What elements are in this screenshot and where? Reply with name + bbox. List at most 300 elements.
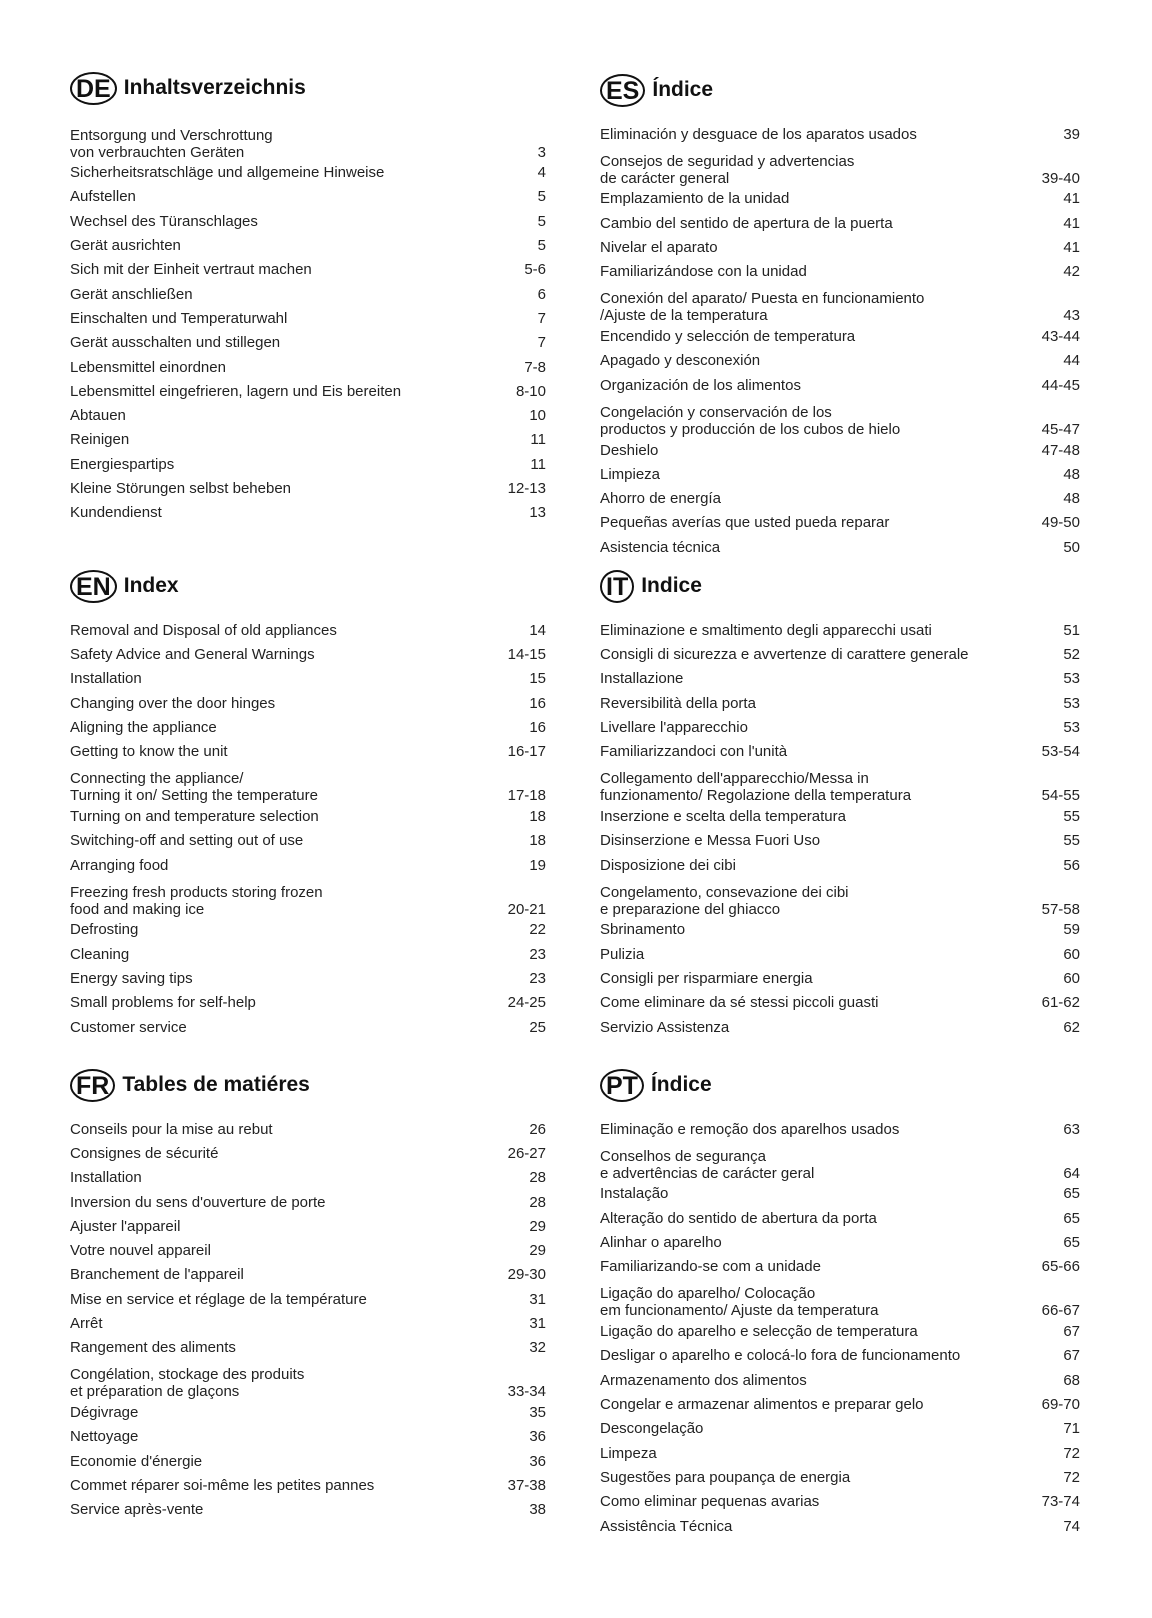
toc-entry-title: Mise en service et réglage de la température <box>70 1290 367 1308</box>
toc-entry-title: Customer service <box>70 1018 187 1036</box>
toc-entry-title: Familiarizándose con la unidad <box>600 263 807 281</box>
toc-entry-title: Reversibilità della porta <box>600 694 756 712</box>
toc-entry-title: Ahorro de energía <box>600 490 721 508</box>
toc-entry-page: 14-15 <box>507 645 546 663</box>
toc-entry-title: Asistencia técnica <box>600 538 721 556</box>
toc-section-es <box>600 72 1080 559</box>
toc-entry-title: Consigli per risparmiare energia <box>600 969 813 987</box>
toc-entry <box>600 511 1080 535</box>
toc-entries <box>600 618 1080 1039</box>
toc-entry <box>600 1441 1080 1465</box>
toc-entry-title: Ajuster l'appareil <box>70 1217 181 1235</box>
toc-entry-page: 60 <box>1063 945 1080 963</box>
toc-entry-page: 68 <box>1063 1371 1080 1389</box>
section-title: Inhaltsverzeichnis <box>123 76 306 99</box>
toc-entry-page: 22 <box>529 921 546 939</box>
toc-entry <box>70 282 546 306</box>
section-heading <box>600 1067 1080 1103</box>
toc-entry <box>70 452 546 476</box>
toc-entries <box>70 120 546 525</box>
toc-entry <box>70 331 546 355</box>
toc-entry-title: Como eliminar pequenas avarias <box>600 1493 820 1511</box>
toc-entry-title: Familiarizzandoci con l'unità <box>600 743 788 761</box>
toc-entry-page: 41 <box>1063 214 1080 232</box>
toc-entry-page: 57-58 <box>1041 900 1080 918</box>
toc-entry <box>600 187 1080 211</box>
toc-entry <box>600 1465 1080 1489</box>
toc-entry-title: Congelamento, consevazione dei cibi e preparazione del ghiacco <box>600 883 849 918</box>
toc-entry-page: 28 <box>529 1193 546 1211</box>
toc-entry-page: 5 <box>537 212 546 230</box>
toc-entry-page: 56 <box>1063 856 1080 874</box>
toc-entry-page: 61-62 <box>1041 994 1080 1012</box>
toc-entry-page: 33-34 <box>507 1383 546 1401</box>
toc-entry-title: Conexión del aparato/ Puesta en funcionamiento /Ajuste de la temperatura <box>600 290 925 325</box>
toc-entry-page: 53-54 <box>1041 743 1080 761</box>
toc-entry-page: 11 <box>530 455 546 473</box>
toc-entries <box>600 122 1080 559</box>
toc-entry-page: 36 <box>529 1428 546 1446</box>
toc-entry <box>70 209 546 233</box>
toc-entry-page: 48 <box>1063 465 1080 483</box>
toc-entry-page: 72 <box>1063 1444 1080 1462</box>
toc-entry <box>600 1141 1080 1182</box>
toc-entry <box>70 379 546 403</box>
toc-entry-title: Ligação do aparelho e selecção de temperatura <box>600 1323 918 1341</box>
toc-entry-title: Nivelar el aparato <box>600 239 718 257</box>
toc-entry <box>600 667 1080 691</box>
toc-entry-page: 12-13 <box>507 480 546 497</box>
section-title: Tables de matiéres <box>122 1073 310 1096</box>
toc-entry <box>70 1190 546 1214</box>
section-heading <box>600 568 1080 604</box>
toc-entry-title: Conseils pour la mise au rebut <box>70 1120 273 1138</box>
toc-entry <box>70 120 546 161</box>
toc-entry-title: Sugestões para poupança de energia <box>600 1468 851 1486</box>
toc-entry-title: Installazione <box>600 670 684 688</box>
toc-entry-page: 43-44 <box>1041 328 1080 346</box>
toc-entry-title: Limpieza <box>600 465 661 483</box>
toc-entry-page: 11 <box>530 431 546 449</box>
toc-entry <box>600 349 1080 373</box>
toc-entry <box>600 1255 1080 1279</box>
toc-entry-page: 72 <box>1063 1468 1080 1486</box>
toc-entry <box>70 1117 546 1141</box>
toc-entry-page: 24-25 <box>507 994 546 1012</box>
toc-entry <box>600 1392 1080 1416</box>
toc-entry-page: 55 <box>1063 807 1080 825</box>
toc-entry-title: Changing over the door hinges <box>70 694 276 712</box>
toc-entry <box>600 211 1080 235</box>
toc-entry <box>70 1400 546 1424</box>
section-heading <box>70 1067 546 1103</box>
toc-entry <box>70 966 546 990</box>
toc-entry <box>600 1015 1080 1039</box>
toc-entry <box>70 1141 546 1165</box>
toc-entry <box>70 691 546 715</box>
toc-entry-title: Branchement de l'appareil <box>70 1266 244 1284</box>
language-badge: IT <box>600 570 634 603</box>
toc-entry <box>70 618 546 642</box>
toc-entry <box>70 877 546 918</box>
toc-entry <box>70 501 546 525</box>
toc-entry-page: 17-18 <box>507 787 546 805</box>
toc-entry <box>600 991 1080 1015</box>
toc-entry <box>600 324 1080 348</box>
toc-entry-title: Cambio del sentido de apertura de la puerta <box>600 214 893 232</box>
toc-entry-title: Arrêt <box>70 1315 103 1333</box>
toc-entry-page: 55 <box>1063 832 1080 850</box>
toc-entry-page: 54-55 <box>1041 787 1080 805</box>
toc-entry-title: Safety Advice and General Warnings <box>70 645 315 663</box>
toc-entry <box>600 438 1080 462</box>
toc-entry-page: 64 <box>1063 1164 1080 1182</box>
toc-entry-page: 6 <box>537 285 546 303</box>
toc-entry-title: Sich mit der Einheit vertraut machen <box>70 261 312 279</box>
toc-entry-title: Energiespartips <box>70 455 175 473</box>
toc-entry-page: 74 <box>1063 1517 1080 1535</box>
toc-entry-title: Installation <box>70 670 142 688</box>
toc-entry-title: Freezing fresh products storing frozen food and making ice <box>70 883 323 918</box>
toc-entry-page: 5-6 <box>524 261 546 279</box>
toc-entry <box>600 739 1080 763</box>
toc-entry-page: 20-21 <box>507 900 546 918</box>
toc-entry-title: Congélation, stockage des produits et préparation de glaçons <box>70 1366 305 1401</box>
toc-entry-page: 71 <box>1063 1420 1080 1438</box>
toc-entry-title: Armazenamento dos alimentos <box>600 1371 807 1389</box>
toc-entry <box>70 1498 546 1522</box>
toc-entry-title: Reinigen <box>70 431 130 449</box>
toc-entry-title: Familiarizando-se com a unidade <box>600 1258 821 1276</box>
toc-entry <box>600 804 1080 828</box>
toc-entry <box>70 715 546 739</box>
toc-entry <box>70 1015 546 1039</box>
toc-entry <box>600 535 1080 559</box>
toc-entry <box>600 1319 1080 1343</box>
toc-entry <box>600 1368 1080 1392</box>
toc-entry <box>70 1287 546 1311</box>
toc-entry <box>600 691 1080 715</box>
toc-entry <box>600 284 1080 325</box>
toc-entry-title: Pequeñas averías que usted pueda reparar <box>600 514 890 532</box>
toc-entry-title: Service après-vente <box>70 1501 204 1519</box>
toc-entry <box>70 991 546 1015</box>
toc-entry-page: 44 <box>1063 352 1080 370</box>
toc-entry-title: Sicherheitsratschläge und allgemeine Hinweise <box>70 164 385 182</box>
toc-entry-title: Disinserzione e Messa Fuori Uso <box>600 832 821 850</box>
language-badge: FR <box>70 1069 115 1102</box>
toc-entry-title: Ligação do aparelho/ Colocação em funcionamento/ Ajuste da temperatura <box>600 1285 879 1320</box>
toc-entry-title: Collegamento dell'apparecchio/Messa in funzionamento/ Regolazione della temperatura <box>600 770 912 805</box>
toc-entry-page: 29 <box>529 1242 546 1260</box>
toc-entry-page: 60 <box>1063 969 1080 987</box>
toc-entry-title: Lebensmittel einordnen <box>70 358 226 376</box>
toc-entry <box>70 918 546 942</box>
toc-entry-title: Livellare l'apparecchio <box>600 718 748 736</box>
toc-entry <box>600 715 1080 739</box>
toc-entry <box>70 667 546 691</box>
section-heading <box>600 72 1080 108</box>
toc-entry <box>70 1214 546 1238</box>
toc-entry <box>600 1514 1080 1538</box>
toc-entry-page: 37-38 <box>507 1477 546 1494</box>
toc-entry-page: 51 <box>1063 621 1080 639</box>
toc-entry-page: 10 <box>529 407 546 425</box>
language-badge: PT <box>600 1069 644 1102</box>
toc-entry-title: Congelación y conservación de los productos y producción de los cubos de hielo <box>600 403 901 438</box>
toc-entry-title: Installation <box>70 1169 142 1187</box>
toc-entry-title: Congelar e armazenar alimentos e preparar gelo <box>600 1396 924 1414</box>
toc-entry-title: Organización de los alimentos <box>600 376 801 394</box>
toc-entry-title: Descongelação <box>600 1420 704 1438</box>
toc-entry-title: Small problems for self-help <box>70 994 256 1012</box>
toc-entry-title: Cleaning <box>70 945 130 963</box>
toc-entry-page: 59 <box>1063 921 1080 939</box>
toc-entry-title: Kleine Störungen selbst beheben <box>70 480 292 497</box>
toc-entry-page: 7-8 <box>524 358 546 376</box>
toc-entry-page: 5 <box>537 188 546 206</box>
toc-entry <box>600 877 1080 918</box>
toc-entry-title: Alinhar o aparelho <box>600 1234 722 1252</box>
toc-entry-title: Turning on and temperature selection <box>70 807 319 825</box>
toc-entry-page: 23 <box>529 945 546 963</box>
toc-entry-title: Getting to know the unit <box>70 743 228 761</box>
toc-entry <box>600 1117 1080 1141</box>
toc-entry-page: 16-17 <box>507 743 546 761</box>
toc-entry-page: 8-10 <box>515 382 546 400</box>
toc-entry <box>70 829 546 853</box>
toc-entry-page: 7 <box>537 309 546 327</box>
toc-entry-title: Disposizione dei cibi <box>600 856 736 874</box>
toc-entry <box>600 1490 1080 1514</box>
toc-entry-title: Consignes de sécurité <box>70 1144 219 1162</box>
toc-entry <box>70 1473 546 1497</box>
toc-entry-page: 39-40 <box>1041 169 1080 187</box>
toc-entry-page: 26-27 <box>507 1144 546 1162</box>
toc-entry <box>70 1166 546 1190</box>
toc-entry-title: Encendido y selección de temperatura <box>600 328 856 346</box>
toc-entry-title: Rangement des aliments <box>70 1339 236 1357</box>
toc-section-pt <box>600 1067 1080 1538</box>
toc-entry <box>600 1182 1080 1206</box>
toc-entry-page: 67 <box>1063 1347 1080 1365</box>
toc-entry-page: 69-70 <box>1041 1396 1080 1414</box>
toc-entry <box>70 1311 546 1335</box>
toc-entry <box>70 1336 546 1360</box>
toc-entry-title: Eliminación y desguace de los aparatos usados <box>600 125 917 143</box>
toc-entry-page: 41 <box>1063 190 1080 208</box>
toc-entry-page: 50 <box>1063 538 1080 556</box>
toc-entry <box>600 122 1080 146</box>
toc-entry <box>600 260 1080 284</box>
toc-entry-title: Connecting the appliance/ Turning it on/ Setting the temperature <box>70 770 318 805</box>
toc-entry-page: 65 <box>1063 1209 1080 1227</box>
toc-entry <box>70 764 546 805</box>
toc-entry <box>70 1238 546 1262</box>
toc-entry <box>70 642 546 666</box>
toc-entry-page: 47-48 <box>1041 441 1080 459</box>
toc-entry <box>70 403 546 427</box>
toc-entry-title: Eliminazione e smaltimento degli apparecchi usati <box>600 621 932 639</box>
toc-entry <box>70 739 546 763</box>
toc-entry <box>70 233 546 257</box>
toc-entry-page: 62 <box>1063 1018 1080 1036</box>
toc-entry <box>70 476 546 500</box>
toc-entries <box>70 618 546 1039</box>
toc-entry-page: 35 <box>529 1404 546 1422</box>
toc-entry-page: 42 <box>1063 263 1080 281</box>
toc-entry-title: Wechsel des Türanschlages <box>70 212 258 230</box>
toc-entry <box>600 1230 1080 1254</box>
toc-entry <box>600 397 1080 438</box>
toc-entry-page: 5 <box>537 237 546 255</box>
toc-entry-page: 41 <box>1063 239 1080 257</box>
toc-entry-title: Inversion du sens d'ouverture de porte <box>70 1193 326 1211</box>
toc-entry-page: 63 <box>1063 1120 1080 1138</box>
section-title: Index <box>123 574 179 597</box>
toc-entry-page: 18 <box>529 807 546 825</box>
toc-entry-page: 29-30 <box>507 1266 546 1284</box>
language-badge: EN <box>70 570 117 603</box>
toc-entry <box>70 1425 546 1449</box>
toc-entry-title: Aligning the appliance <box>70 718 217 736</box>
toc-entry-title: Apagado y desconexión <box>600 352 761 370</box>
toc-entry-title: Aufstellen <box>70 188 136 206</box>
toc-entry <box>70 161 546 185</box>
toc-entry-page: 3 <box>537 143 546 161</box>
toc-entry-title: Switching-off and setting out of use <box>70 832 304 850</box>
section-heading <box>70 70 546 106</box>
toc-section-fr <box>70 1067 546 1522</box>
toc-section-it <box>600 568 1080 1039</box>
toc-entry-title: Commet réparer soi-même les petites pannes <box>70 1477 375 1494</box>
toc-entry-page: 31 <box>529 1315 546 1333</box>
toc-entry-page: 14 <box>529 621 546 639</box>
toc-entry-title: Desligar o aparelho e colocá-lo fora de funcionamento <box>600 1347 961 1365</box>
toc-entry-page: 23 <box>529 969 546 987</box>
toc-entry <box>70 1360 546 1401</box>
toc-entry-title: Einschalten und Temperaturwahl <box>70 309 288 327</box>
toc-entry-title: Pulizia <box>600 945 645 963</box>
toc-entry-page: 67 <box>1063 1323 1080 1341</box>
toc-entry-title: Alteração do sentido de abertura da porta <box>600 1209 877 1227</box>
toc-entry-title: Deshielo <box>600 441 659 459</box>
toc-entry-title: Instalação <box>600 1185 669 1203</box>
toc-entry-page: 19 <box>529 856 546 874</box>
toc-entry-title: Kundendienst <box>70 504 162 522</box>
section-title: Índice <box>650 1073 712 1096</box>
toc-entry-page: 28 <box>529 1169 546 1187</box>
toc-entry-title: Sbrinamento <box>600 921 686 939</box>
toc-section-en <box>70 568 546 1039</box>
language-badge: ES <box>600 74 645 107</box>
toc-entry-title: Lebensmittel eingefrieren, lagern und Eis bereiten <box>70 382 402 400</box>
toc-entry-page: 49-50 <box>1041 514 1080 532</box>
toc-entry <box>600 1206 1080 1230</box>
toc-entry <box>70 804 546 828</box>
toc-entry-page: 18 <box>529 832 546 850</box>
toc-entry-title: Eliminação e remoção dos aparelhos usados <box>600 1120 900 1138</box>
toc-entry-page: 45-47 <box>1041 420 1080 438</box>
toc-entry <box>600 146 1080 187</box>
toc-entry-title: Defrosting <box>70 921 139 939</box>
toc-entry-page: 32 <box>529 1339 546 1357</box>
toc-entry-title: Consejos de seguridad y advertencias de carácter general <box>600 152 855 187</box>
toc-entry <box>600 642 1080 666</box>
toc-entry <box>600 1344 1080 1368</box>
toc-entry-title: Gerät anschließen <box>70 285 193 303</box>
toc-entry-title: Conselhos de segurança e advertências de carácter geral <box>600 1147 815 1182</box>
toc-entry-title: Nettoyage <box>70 1428 139 1446</box>
toc-entry <box>600 829 1080 853</box>
toc-entry-page: 65 <box>1063 1185 1080 1203</box>
toc-entry <box>600 486 1080 510</box>
toc-entry-page: 48 <box>1063 490 1080 508</box>
toc-entry <box>600 966 1080 990</box>
toc-entry-title: Arranging food <box>70 856 169 874</box>
toc-entry-page: 73-74 <box>1041 1493 1080 1511</box>
toc-entry <box>600 618 1080 642</box>
section-title: Índice <box>652 78 714 101</box>
toc-entry <box>70 355 546 379</box>
toc-entry-page: 16 <box>529 694 546 712</box>
toc-entry-title: Votre nouvel appareil <box>70 1242 211 1260</box>
toc-entry-title: Economie d'énergie <box>70 1452 203 1470</box>
toc-entry-page: 44-45 <box>1041 376 1080 394</box>
toc-entry-page: 53 <box>1063 718 1080 736</box>
toc-entry <box>600 918 1080 942</box>
toc-entry-page: 16 <box>529 718 546 736</box>
toc-entry-page: 26 <box>529 1120 546 1138</box>
language-badge: DE <box>70 72 117 105</box>
toc-entry-page: 15 <box>529 670 546 688</box>
toc-entry-title: Energy saving tips <box>70 969 193 987</box>
toc-entry <box>70 1263 546 1287</box>
toc-entry-page: 13 <box>529 504 546 522</box>
toc-entry-page: 43 <box>1063 307 1080 325</box>
toc-entry <box>70 258 546 282</box>
section-title: Indice <box>641 574 702 597</box>
toc-entry-title: Limpeza <box>600 1444 657 1462</box>
toc-entry <box>600 942 1080 966</box>
toc-section-de <box>70 70 546 525</box>
toc-entry-title: Gerät ausschalten und stillegen <box>70 334 281 352</box>
toc-entry <box>600 373 1080 397</box>
toc-entry <box>600 1279 1080 1320</box>
toc-entry <box>70 853 546 877</box>
toc-entry-title: Come eliminare da sé stessi piccoli guasti <box>600 994 879 1012</box>
toc-entry <box>70 185 546 209</box>
toc-entry-title: Emplazamiento de la unidad <box>600 190 790 208</box>
toc-entry-page: 52 <box>1063 645 1080 663</box>
toc-entry-title: Servizio Assistenza <box>600 1018 730 1036</box>
toc-entry <box>70 428 546 452</box>
toc-entry-page: 53 <box>1063 670 1080 688</box>
toc-entry <box>70 306 546 330</box>
toc-entry-page: 65-66 <box>1041 1258 1080 1276</box>
toc-entry-page: 4 <box>537 164 546 182</box>
toc-entry-title: Gerät ausrichten <box>70 237 181 255</box>
toc-entry-page: 53 <box>1063 694 1080 712</box>
toc-entry <box>70 1449 546 1473</box>
toc-entry-page: 31 <box>529 1290 546 1308</box>
toc-entry-title: Removal and Disposal of old appliances <box>70 621 337 639</box>
toc-entry-page: 38 <box>529 1501 546 1519</box>
toc-entry-title: Entsorgung und Verschrottung von verbrauchten Geräten <box>70 126 273 161</box>
toc-entry-page: 66-67 <box>1041 1302 1080 1320</box>
toc-entry <box>600 764 1080 805</box>
toc-entry-page: 65 <box>1063 1234 1080 1252</box>
